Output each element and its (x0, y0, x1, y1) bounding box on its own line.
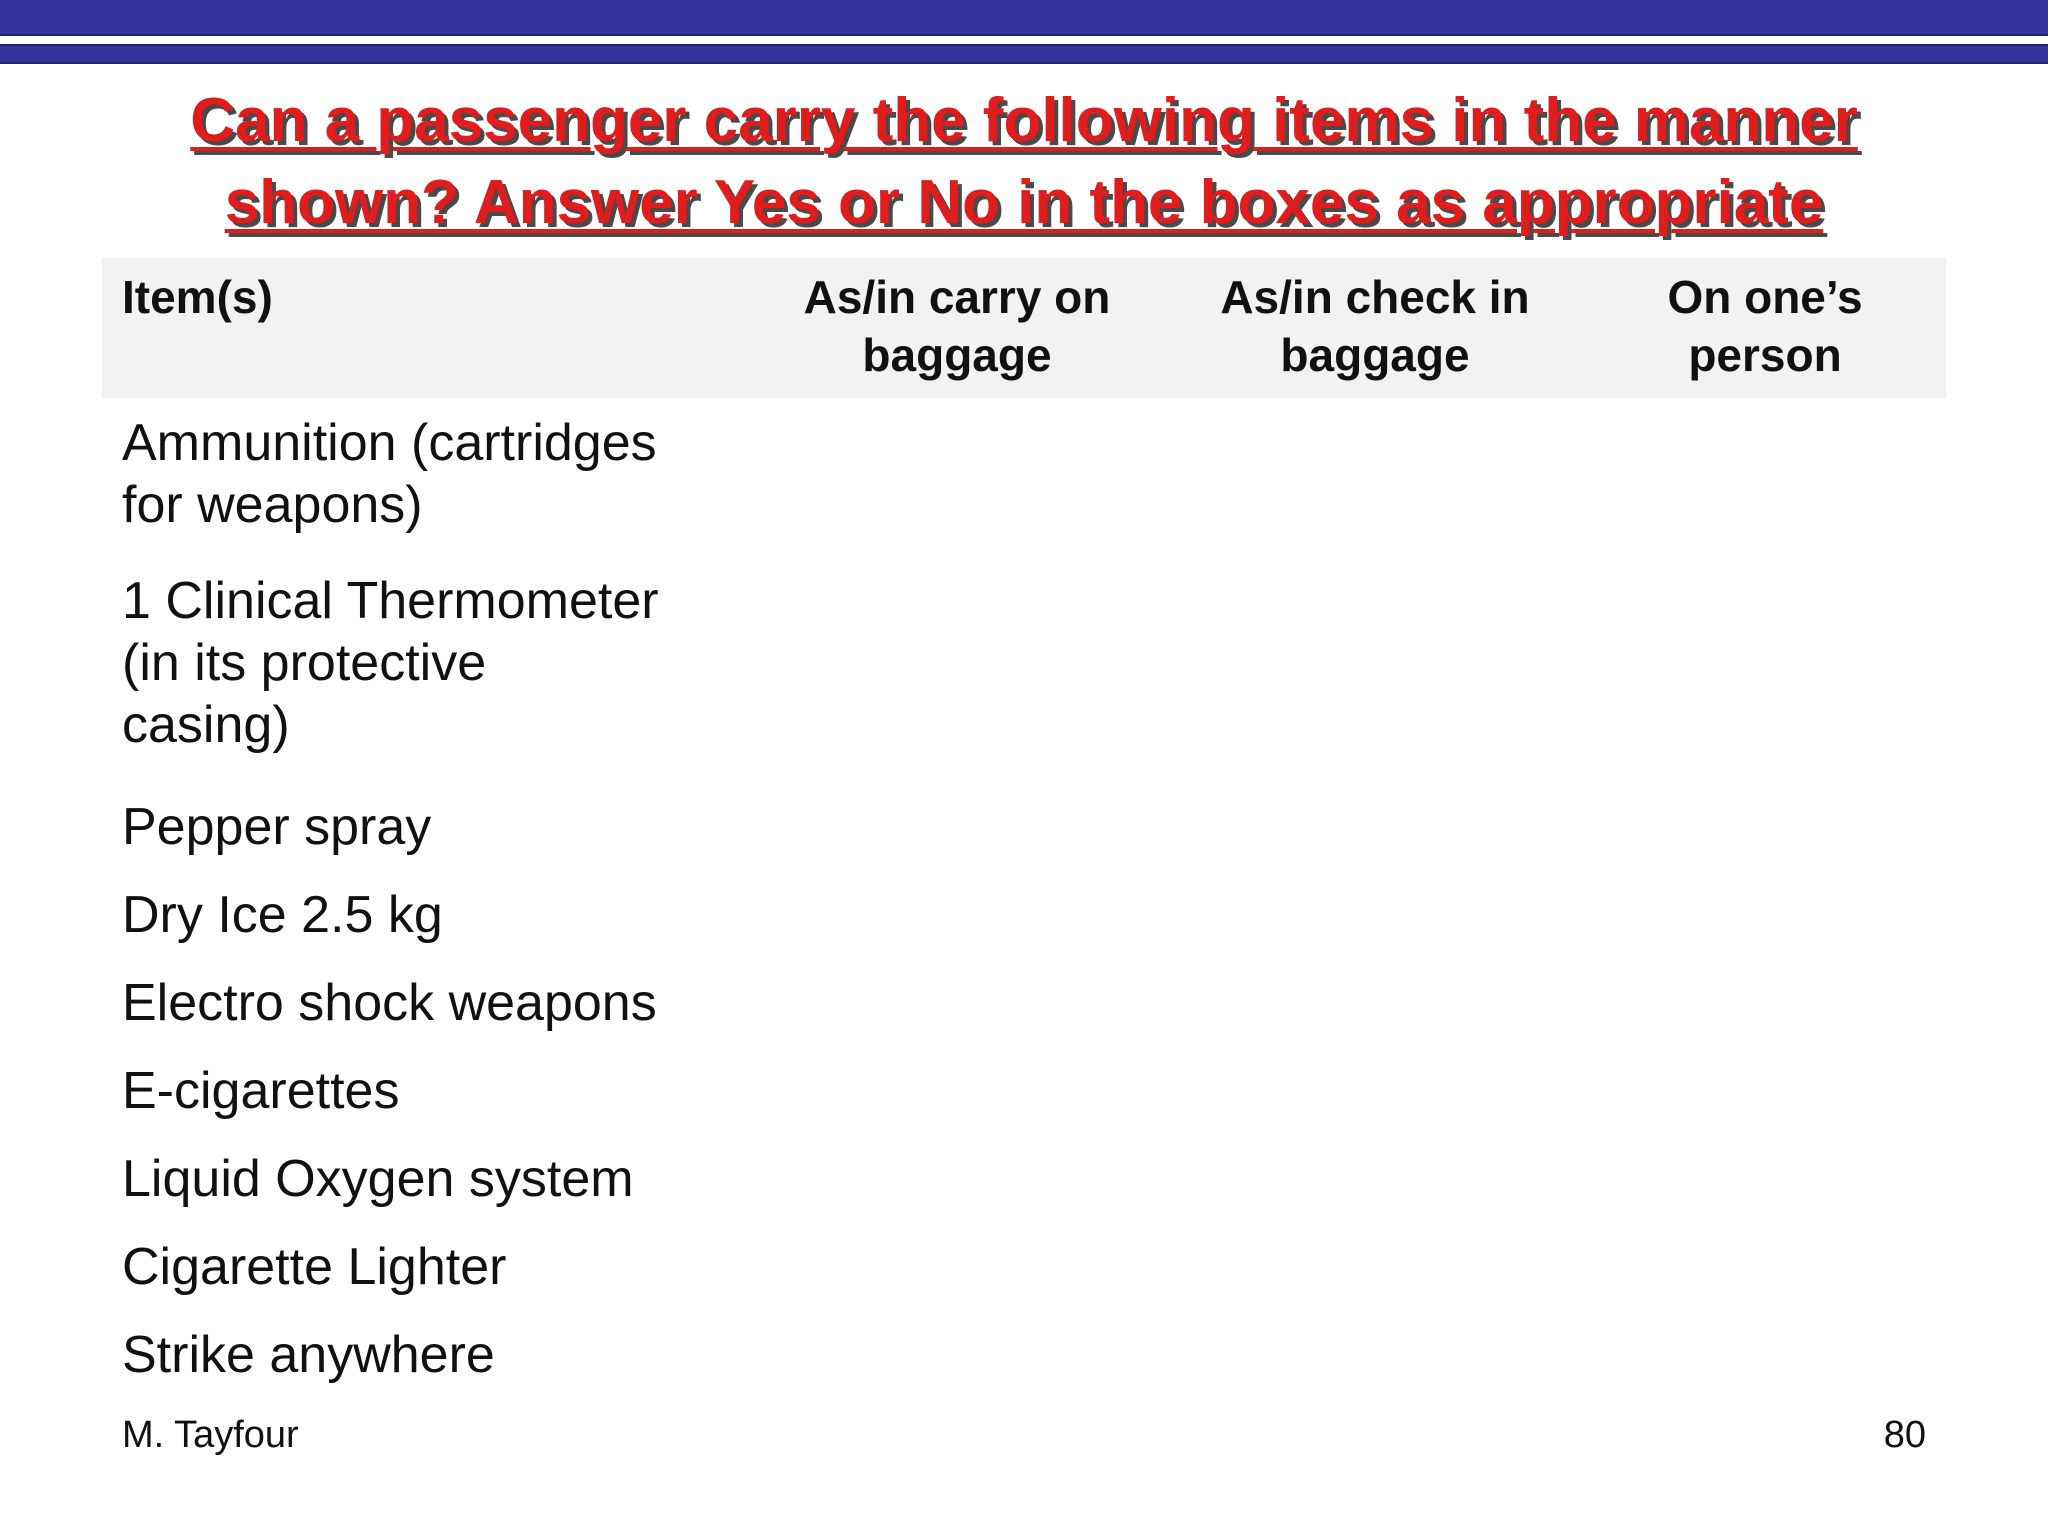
table-header-row (102, 258, 1946, 398)
header-carry-on-line-2: baggage (862, 329, 1052, 381)
on-person-answer-cell[interactable] (1584, 884, 1946, 972)
item-cell (102, 398, 748, 570)
on-person-answer-cell[interactable] (1584, 1324, 1946, 1412)
title-line-1: Can a passenger carry the following items in the manner (190, 86, 1858, 155)
check-in-answer-cell[interactable] (1166, 1060, 1584, 1148)
on-person-answer-cell[interactable] (1584, 796, 1946, 884)
item-cell: Liquid Oxygen system (122, 1150, 634, 1208)
footer-author: M. Tayfour (122, 1414, 299, 1456)
on-person-answer-cell[interactable] (1584, 398, 1946, 570)
items-table (102, 258, 1946, 1412)
table-row (102, 1236, 1946, 1324)
carry-on-answer-cell[interactable] (748, 1148, 1166, 1236)
page-number: 80 (1883, 1414, 1926, 1456)
item-cell: Dry Ice 2.5 kg (122, 886, 443, 944)
item-cell (102, 570, 748, 796)
item-cell: Cigarette Lighter (122, 1238, 507, 1296)
title-line-2: shown? Answer Yes or No in the boxes as appropriate (224, 168, 1824, 237)
carry-on-answer-cell[interactable] (748, 1236, 1166, 1324)
on-person-answer-cell[interactable] (1584, 570, 1946, 796)
item-label-line: for weapons) (122, 476, 423, 534)
slide-title (60, 80, 1988, 244)
on-person-answer-cell[interactable] (1584, 1236, 1946, 1324)
table-row (102, 884, 1946, 972)
carry-on-answer-cell[interactable] (748, 972, 1166, 1060)
table-row (102, 1324, 1946, 1412)
table-row (102, 570, 1946, 796)
on-person-answer-cell[interactable] (1584, 1148, 1946, 1236)
header-check-in-line-1: As/in check in (1220, 271, 1530, 323)
check-in-answer-cell[interactable] (1166, 884, 1584, 972)
item-cell: Electro shock weapons (122, 974, 657, 1032)
header-items-label: Item(s) (122, 271, 273, 323)
header-on-person-line-1: On one’s (1667, 271, 1863, 323)
item-label-line: (in its protective (122, 634, 487, 692)
table-row (102, 1060, 1946, 1148)
carry-on-answer-cell[interactable] (748, 884, 1166, 972)
item-cell: Strike anywhere (122, 1326, 495, 1384)
table-row (102, 1148, 1946, 1236)
check-in-answer-cell[interactable] (1166, 796, 1584, 884)
check-in-answer-cell[interactable] (1166, 1324, 1584, 1412)
carry-on-answer-cell[interactable] (748, 1324, 1166, 1412)
item-label-line: Ammunition (cartridges (122, 414, 657, 472)
top-thin-bar (0, 44, 2048, 64)
carry-on-answer-cell[interactable] (748, 398, 1166, 570)
on-person-answer-cell[interactable] (1584, 972, 1946, 1060)
header-items (102, 258, 748, 398)
item-label-line: 1 Clinical Thermometer (122, 572, 659, 630)
check-in-answer-cell[interactable] (1166, 1236, 1584, 1324)
top-banner-bar (0, 0, 2048, 36)
header-on-person (1584, 258, 1946, 398)
carry-on-answer-cell[interactable] (748, 796, 1166, 884)
carry-on-answer-cell[interactable] (748, 1060, 1166, 1148)
table-row (102, 796, 1946, 884)
check-in-answer-cell[interactable] (1166, 570, 1584, 796)
carry-on-answer-cell[interactable] (748, 570, 1166, 796)
header-carry-on-line-1: As/in carry on (803, 271, 1111, 323)
table-row (102, 398, 1946, 570)
check-in-answer-cell[interactable] (1166, 1148, 1584, 1236)
item-cell: E-cigarettes (122, 1062, 400, 1120)
header-check-in (1166, 258, 1584, 398)
header-on-person-line-2: person (1688, 329, 1842, 381)
on-person-answer-cell[interactable] (1584, 1060, 1946, 1148)
header-check-in-line-2: baggage (1280, 329, 1470, 381)
table-row (102, 972, 1946, 1060)
item-cell: Pepper spray (122, 798, 432, 856)
header-carry-on (748, 258, 1166, 398)
item-label-line: casing) (122, 696, 290, 754)
check-in-answer-cell[interactable] (1166, 398, 1584, 570)
check-in-answer-cell[interactable] (1166, 972, 1584, 1060)
